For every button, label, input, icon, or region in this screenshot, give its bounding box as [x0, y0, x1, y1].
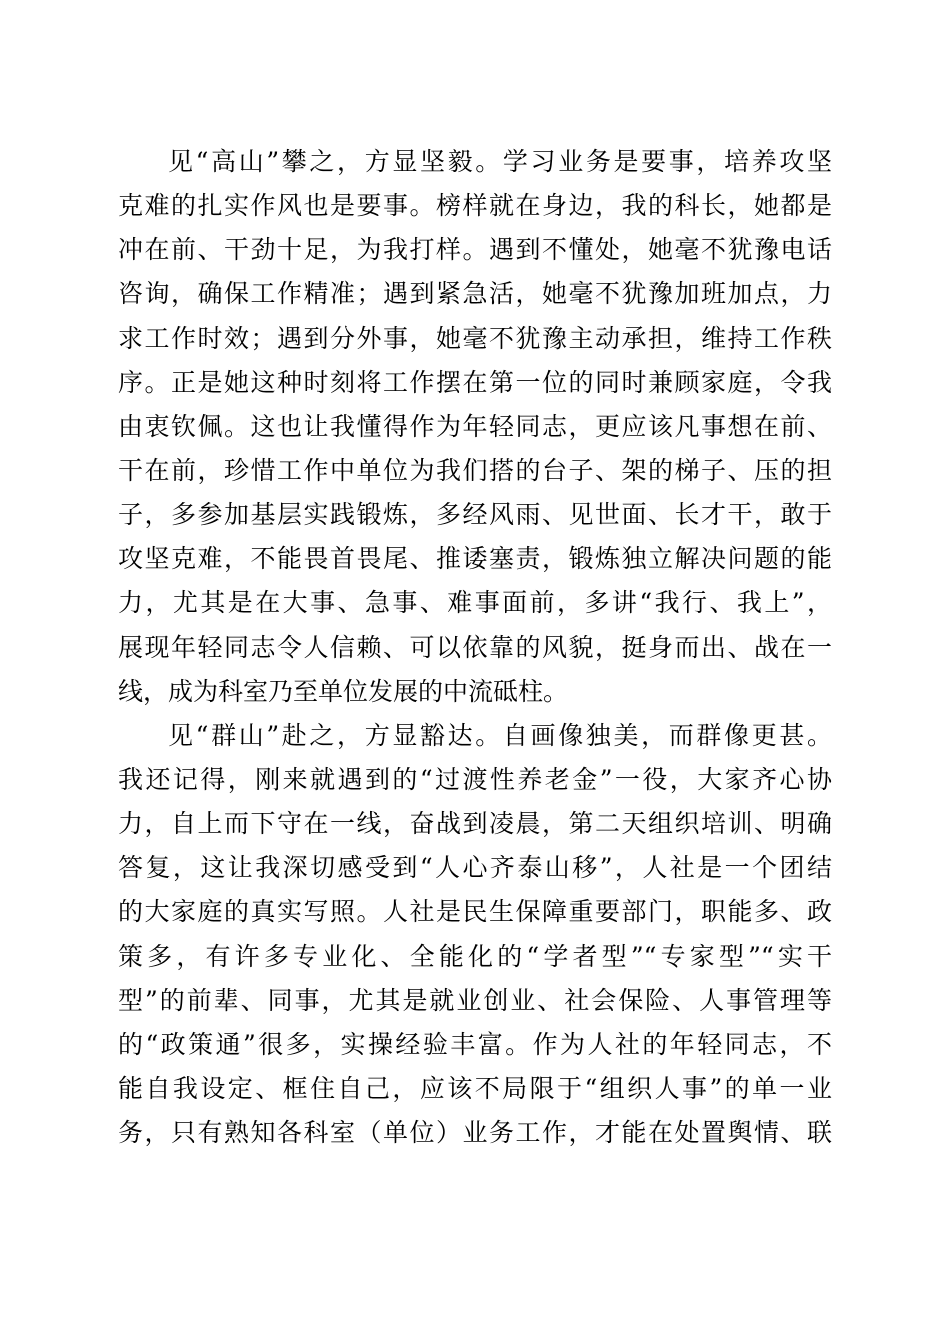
paragraph-line: 攻坚克难，不能畏首畏尾、推诿塞责，锻炼独立解决问题的能: [118, 544, 832, 574]
paragraph-line: 干在前，珍惜工作中单位为我们搭的台子、架的梯子、压的担: [118, 455, 832, 485]
paragraph-line: 克难的扎实作风也是要事。榜样就在身边，我的科长，她都是: [118, 191, 832, 221]
paragraph-line: 务，只有熟知各科室（单位）业务工作，才能在处置舆情、联: [118, 1118, 832, 1148]
paragraph-line: 我还记得，刚来就遇到的“过渡性养老金”一役，大家齐心协: [118, 764, 832, 794]
document-body: [118, 140, 832, 1155]
paragraph-line: 策多，有许多专业化、全能化的“学者型”“专家型”“实干: [118, 941, 832, 971]
paragraph-line: 力，自上而下守在一线，奋战到凌晨，第二天组织培训、明确: [118, 809, 832, 839]
paragraph-line: 答复，这让我深切感受到“人心齐泰山移”，人社是一个团结: [118, 853, 832, 883]
paragraph-line: 力，尤其是在大事、急事、难事面前，多讲“我行、我上”，: [118, 588, 832, 618]
paragraph-qunshan: [118, 714, 832, 1155]
paragraph-line: 的“政策通”很多，实操经验丰富。作为人社的年轻同志，不: [118, 1029, 832, 1059]
paragraph-line: 线，成为科室乃至单位发展的中流砥柱。: [118, 676, 569, 706]
paragraph-line: 子，多参加基层实践锻炼，多经风雨、见世面、长才干，敢于: [118, 500, 832, 530]
paragraph-line: 见“群山”赴之，方显豁达。自画像独美，而群像更甚。: [168, 720, 832, 750]
paragraph-line: 型”的前辈、同事，尤其是就业创业、社会保险、人事管理等: [118, 985, 832, 1015]
paragraph-line: 的大家庭的真实写照。人社是民生保障重要部门，职能多、政: [118, 897, 832, 927]
paragraph-line: 由衷钦佩。这也让我懂得作为年轻同志，更应该凡事想在前、: [118, 411, 832, 441]
paragraph-line: 咨询，确保工作精准；遇到紧急活，她毫不犹豫加班加点，力: [118, 279, 832, 309]
paragraph-line: 见“高山”攀之，方显坚毅。学习业务是要事，培养攻坚: [168, 147, 832, 176]
paragraph-line: 求工作时效；遇到分外事，她毫不犹豫主动承担，维持工作秩: [118, 323, 832, 353]
paragraph-line: 冲在前、干劲十足，为我打样。遇到不懂处，她毫不犹豫电话: [118, 235, 832, 265]
paragraph-line: 序。正是她这种时刻将工作摆在第一位的同时兼顾家庭，令我: [118, 367, 832, 397]
paragraph-line: 展现年轻同志令人信赖、可以依靠的风貌，挺身而出、战在一: [118, 632, 832, 662]
paragraph-line: 能自我设定、框住自己，应该不局限于“组织人事”的单一业: [118, 1073, 832, 1103]
paragraph-gaoshan: [118, 140, 832, 714]
